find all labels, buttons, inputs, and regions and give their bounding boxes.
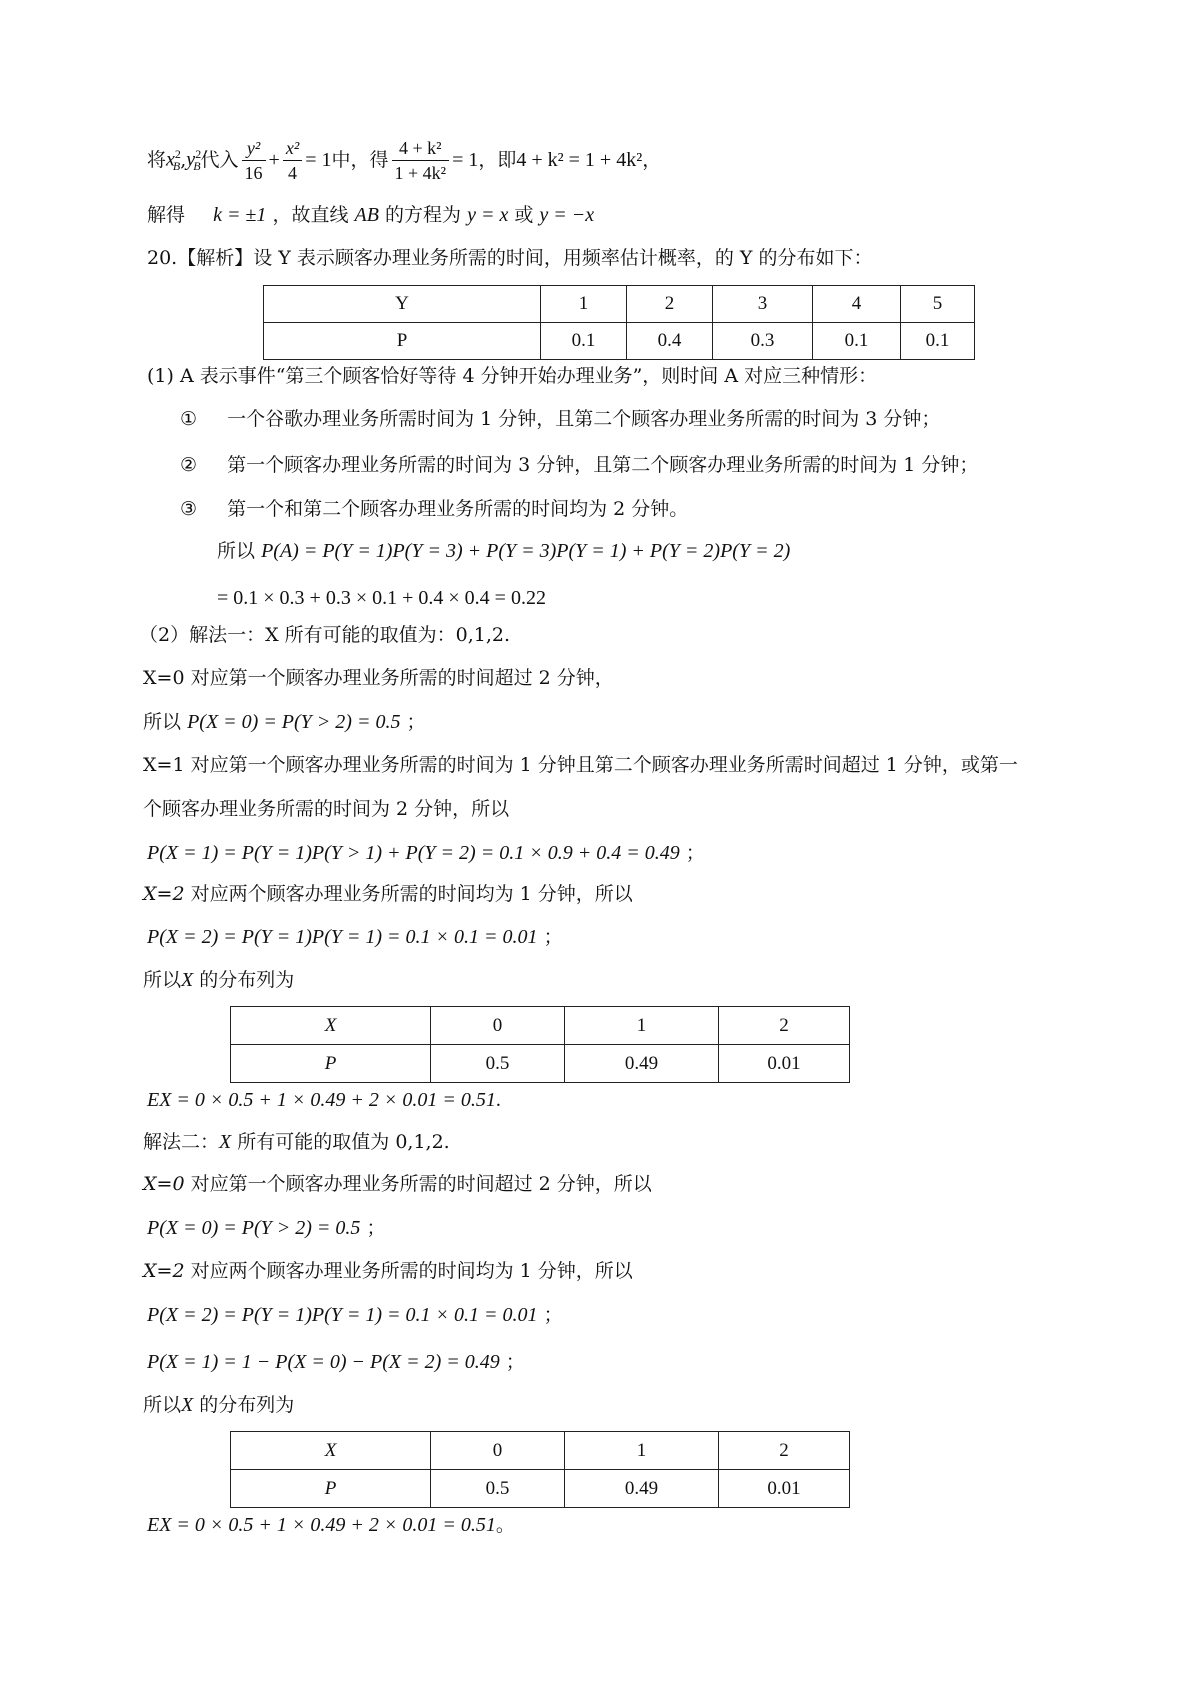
table-row <box>264 323 975 360</box>
x-var: X <box>181 1394 194 1416</box>
table-cell: 2 <box>627 286 713 323</box>
equals-one: = 1 <box>305 149 332 171</box>
so-text: 所以 <box>143 711 182 733</box>
m2-x0-equation <box>147 1218 385 1238</box>
table-cell: Y <box>264 286 541 323</box>
yb-term: $y^2_B$ <box>186 146 202 174</box>
table-cell: 0 <box>431 1432 565 1470</box>
table-cell: 0.3 <box>713 323 813 360</box>
dist-intro-2 <box>143 1395 294 1415</box>
x1-line-2: 个顾客办理业务所需的时间为 2 分钟，所以 <box>143 798 510 820</box>
so-text: 所以 <box>217 540 256 562</box>
x2-label: X=2 <box>143 883 185 905</box>
x1-equation-line <box>147 843 705 863</box>
x2-text: 对应两个顾客办理业务所需的时间均为 1 分钟，所以 <box>184 1260 633 1282</box>
table-cell: 0 <box>431 1007 565 1045</box>
table-cell: 0.1 <box>813 323 901 360</box>
text-prefix: 将 <box>147 148 167 171</box>
q20-label: 20.【解析】 <box>147 247 254 269</box>
case-2 <box>180 456 978 475</box>
equation-k: 4 + k² = 1 + 4k² <box>516 149 643 171</box>
case-mark: ② <box>180 454 198 476</box>
table-cell: 0.49 <box>565 1470 719 1508</box>
semicolon: ； <box>685 842 705 864</box>
table-y-distribution <box>263 285 975 360</box>
q20-heading <box>147 249 872 268</box>
x0-text: 对应第一个顾客办理业务所需的时间超过 2 分钟， <box>184 667 614 689</box>
period: . <box>495 1089 501 1111</box>
equation-y-neg-x: y = −x <box>539 204 595 226</box>
table-row <box>264 286 975 323</box>
case-mark: ③ <box>180 498 198 520</box>
plus-sign: + <box>268 149 280 171</box>
equals-one-2: = 1 <box>452 149 479 171</box>
x2-equation-line <box>147 927 563 947</box>
semicolon: ； <box>366 1217 386 1239</box>
fraction-y2-16: $\frac{\text{y²}}{16}$ <box>242 139 266 182</box>
case-3 <box>180 500 688 519</box>
semicolon: ； <box>543 1304 563 1326</box>
x0-text: 对应第一个顾客办理业务所需的时间超过 2 分钟，所以 <box>184 1173 652 1195</box>
table-cell: 0.1 <box>541 323 627 360</box>
table-cell: 3 <box>713 286 813 323</box>
px2-equation: P(X = 2) = P(Y = 1)P(Y = 1) = 0.1 × 0.1 = 0.01 <box>147 926 538 948</box>
k-solution: k = ±1 <box>213 204 267 226</box>
pa-equation: P(A) = P(Y = 1)P(Y = 3) + P(Y = 3)P(Y = 1) + P(Y = 2)P(Y = 2) <box>261 540 791 562</box>
table-cell: 2 <box>719 1432 850 1470</box>
table-cell: 4 <box>813 286 901 323</box>
method2-label: 解法二： <box>143 1131 220 1153</box>
x-var: X <box>219 1131 232 1153</box>
case-text: 第一个和第二个顾客办理业务所需的时间均为 2 分钟。 <box>227 498 689 520</box>
m2-x2-line <box>143 1262 633 1281</box>
px2-equation: P(X = 2) = P(Y = 1)P(Y = 1) = 0.1 × 0.1 = 0.01 <box>147 1304 538 1326</box>
semicolon: ； <box>543 926 563 948</box>
x-var: X <box>181 969 194 991</box>
method2-intro <box>143 1132 450 1152</box>
case-text: 一个谷歌办理业务所需时间为 1 分钟，且第二个顾客办理业务所需的时间为 3 分钟； <box>227 408 941 430</box>
substitute-text: 代入 <box>200 148 239 171</box>
table-cell: 0.5 <box>431 1045 565 1083</box>
table-cell: 0.01 <box>719 1470 850 1508</box>
m2-x0-line <box>143 1175 652 1194</box>
table-row <box>231 1045 850 1083</box>
table-cell: 1 <box>565 1432 719 1470</box>
x2-text: 对应两个顾客办理业务所需的时间均为 1 分钟，所以 <box>184 883 633 905</box>
method1-intro: （2）解法一：X 所有可能的取值为：0,1,2. <box>139 624 511 646</box>
ex-line-1 <box>147 1090 501 1110</box>
middle-text: 中，得 <box>331 148 389 171</box>
case-mark: ① <box>180 408 198 430</box>
expectation-equation: EX = 0 × 0.5 + 1 × 0.49 + 2 × 0.01 = 0.51 <box>147 1089 496 1111</box>
part1-intro: (1) A 表示事件“第三个顾客恰好等待 4 分钟开始办理业务”，则时间 A 对应三种情形： <box>147 365 878 387</box>
table-cell: 0.4 <box>627 323 713 360</box>
solve-mid2: 的方程为 <box>385 204 462 226</box>
table-cell: 0.1 <box>901 323 975 360</box>
so-text: 所以 <box>143 1394 182 1416</box>
so-text: 所以 <box>143 969 182 991</box>
semicolon: ； <box>406 711 426 733</box>
px1-equation: P(X = 1) = P(Y = 1)P(Y > 1) + P(Y = 2) = 0.1 × 0.9 + 0.4 = 0.49 <box>147 842 680 864</box>
px0-equation: P(X = 0) = P(Y > 2) = 0.5 <box>187 711 401 733</box>
semicolon: ； <box>505 1351 525 1373</box>
period: 。 <box>495 1514 515 1536</box>
x1-line <box>143 756 1018 775</box>
method2-text: 所有可能的取值为 0,1,2. <box>231 1131 450 1153</box>
solve-label: 解得 <box>147 204 186 226</box>
solve-mid: ，故直线 <box>272 204 349 226</box>
px0-equation: P(X = 0) = P(Y > 2) = 0.5 <box>147 1217 361 1239</box>
dist-text: 的分布列为 <box>193 1394 295 1416</box>
end-comma: ， <box>642 148 662 171</box>
table-cell: X <box>231 1432 431 1470</box>
fraction-4k2: $\frac{\text{4 + k²}}{\text{1 + 4k²}}$ <box>392 139 450 182</box>
or-text: 或 <box>514 204 540 226</box>
table-row <box>231 1432 850 1470</box>
table-cell: 2 <box>719 1007 850 1045</box>
q20-intro: 设 Y 表示顾客办理业务所需的时间，用频率估计概率，的 Y 的分布如下： <box>253 247 873 269</box>
table-cell: 0.5 <box>431 1470 565 1508</box>
table-cell: P <box>231 1045 431 1083</box>
table-cell: 5 <box>901 286 975 323</box>
table-cell: P <box>231 1470 431 1508</box>
pa-equation-2: = 0.1 × 0.3 + 0.3 × 0.1 + 0.4 × 0.4 = 0.22 <box>217 587 546 609</box>
substitution-line <box>147 130 661 190</box>
table-cell: X <box>231 1007 431 1045</box>
pa-equation-1 <box>217 541 790 561</box>
table-cell: 1 <box>565 1007 719 1045</box>
table-x-distribution-2 <box>230 1431 850 1508</box>
table-x-distribution-1 <box>230 1006 850 1083</box>
x1-label: X=1 <box>143 754 185 776</box>
dist-intro-1 <box>143 970 294 990</box>
x0-label: X=0 <box>143 1173 185 1195</box>
equation-y-x: y = x <box>467 204 509 226</box>
line-ab: AB <box>354 204 379 226</box>
solve-line <box>147 205 594 225</box>
x0-equation-line <box>143 712 426 732</box>
expectation-equation: EX = 0 × 0.5 + 1 × 0.49 + 2 × 0.01 = 0.51 <box>147 1514 496 1536</box>
x0-line <box>143 669 614 688</box>
table-cell: 0.49 <box>565 1045 719 1083</box>
table-cell: 1 <box>541 286 627 323</box>
px1-equation: P(X = 1) = 1 − P(X = 0) − P(X = 2) = 0.49 <box>147 1351 500 1373</box>
m2-x2-equation <box>147 1305 563 1325</box>
x1-text: 对应第一个顾客办理业务所需的时间为 1 分钟且第二个顾客办理业务所需时间超过 1 分钟，或第一 <box>184 754 1018 776</box>
ex-line-2 <box>147 1515 515 1535</box>
table-cell: 0.01 <box>719 1045 850 1083</box>
fraction-x2-4: $\frac{\text{x²}}{4}$ <box>283 139 302 182</box>
x0-label: X=0 <box>143 667 185 689</box>
case-1 <box>180 410 940 429</box>
dist-text: 的分布列为 <box>193 969 295 991</box>
comma: , <box>180 148 187 171</box>
suffix-text: ，即 <box>478 148 517 171</box>
table-row <box>231 1470 850 1508</box>
xb-term: $x^2_B$ <box>166 146 181 174</box>
m2-x1-equation <box>147 1352 525 1372</box>
x2-label: X=2 <box>143 1260 185 1282</box>
case-text: 第一个顾客办理业务所需的时间为 3 分钟，且第二个顾客办理业务所需的时间为 1 分钟； <box>227 454 979 476</box>
table-row <box>231 1007 850 1045</box>
x2-line <box>143 885 633 904</box>
table-cell: P <box>264 323 541 360</box>
